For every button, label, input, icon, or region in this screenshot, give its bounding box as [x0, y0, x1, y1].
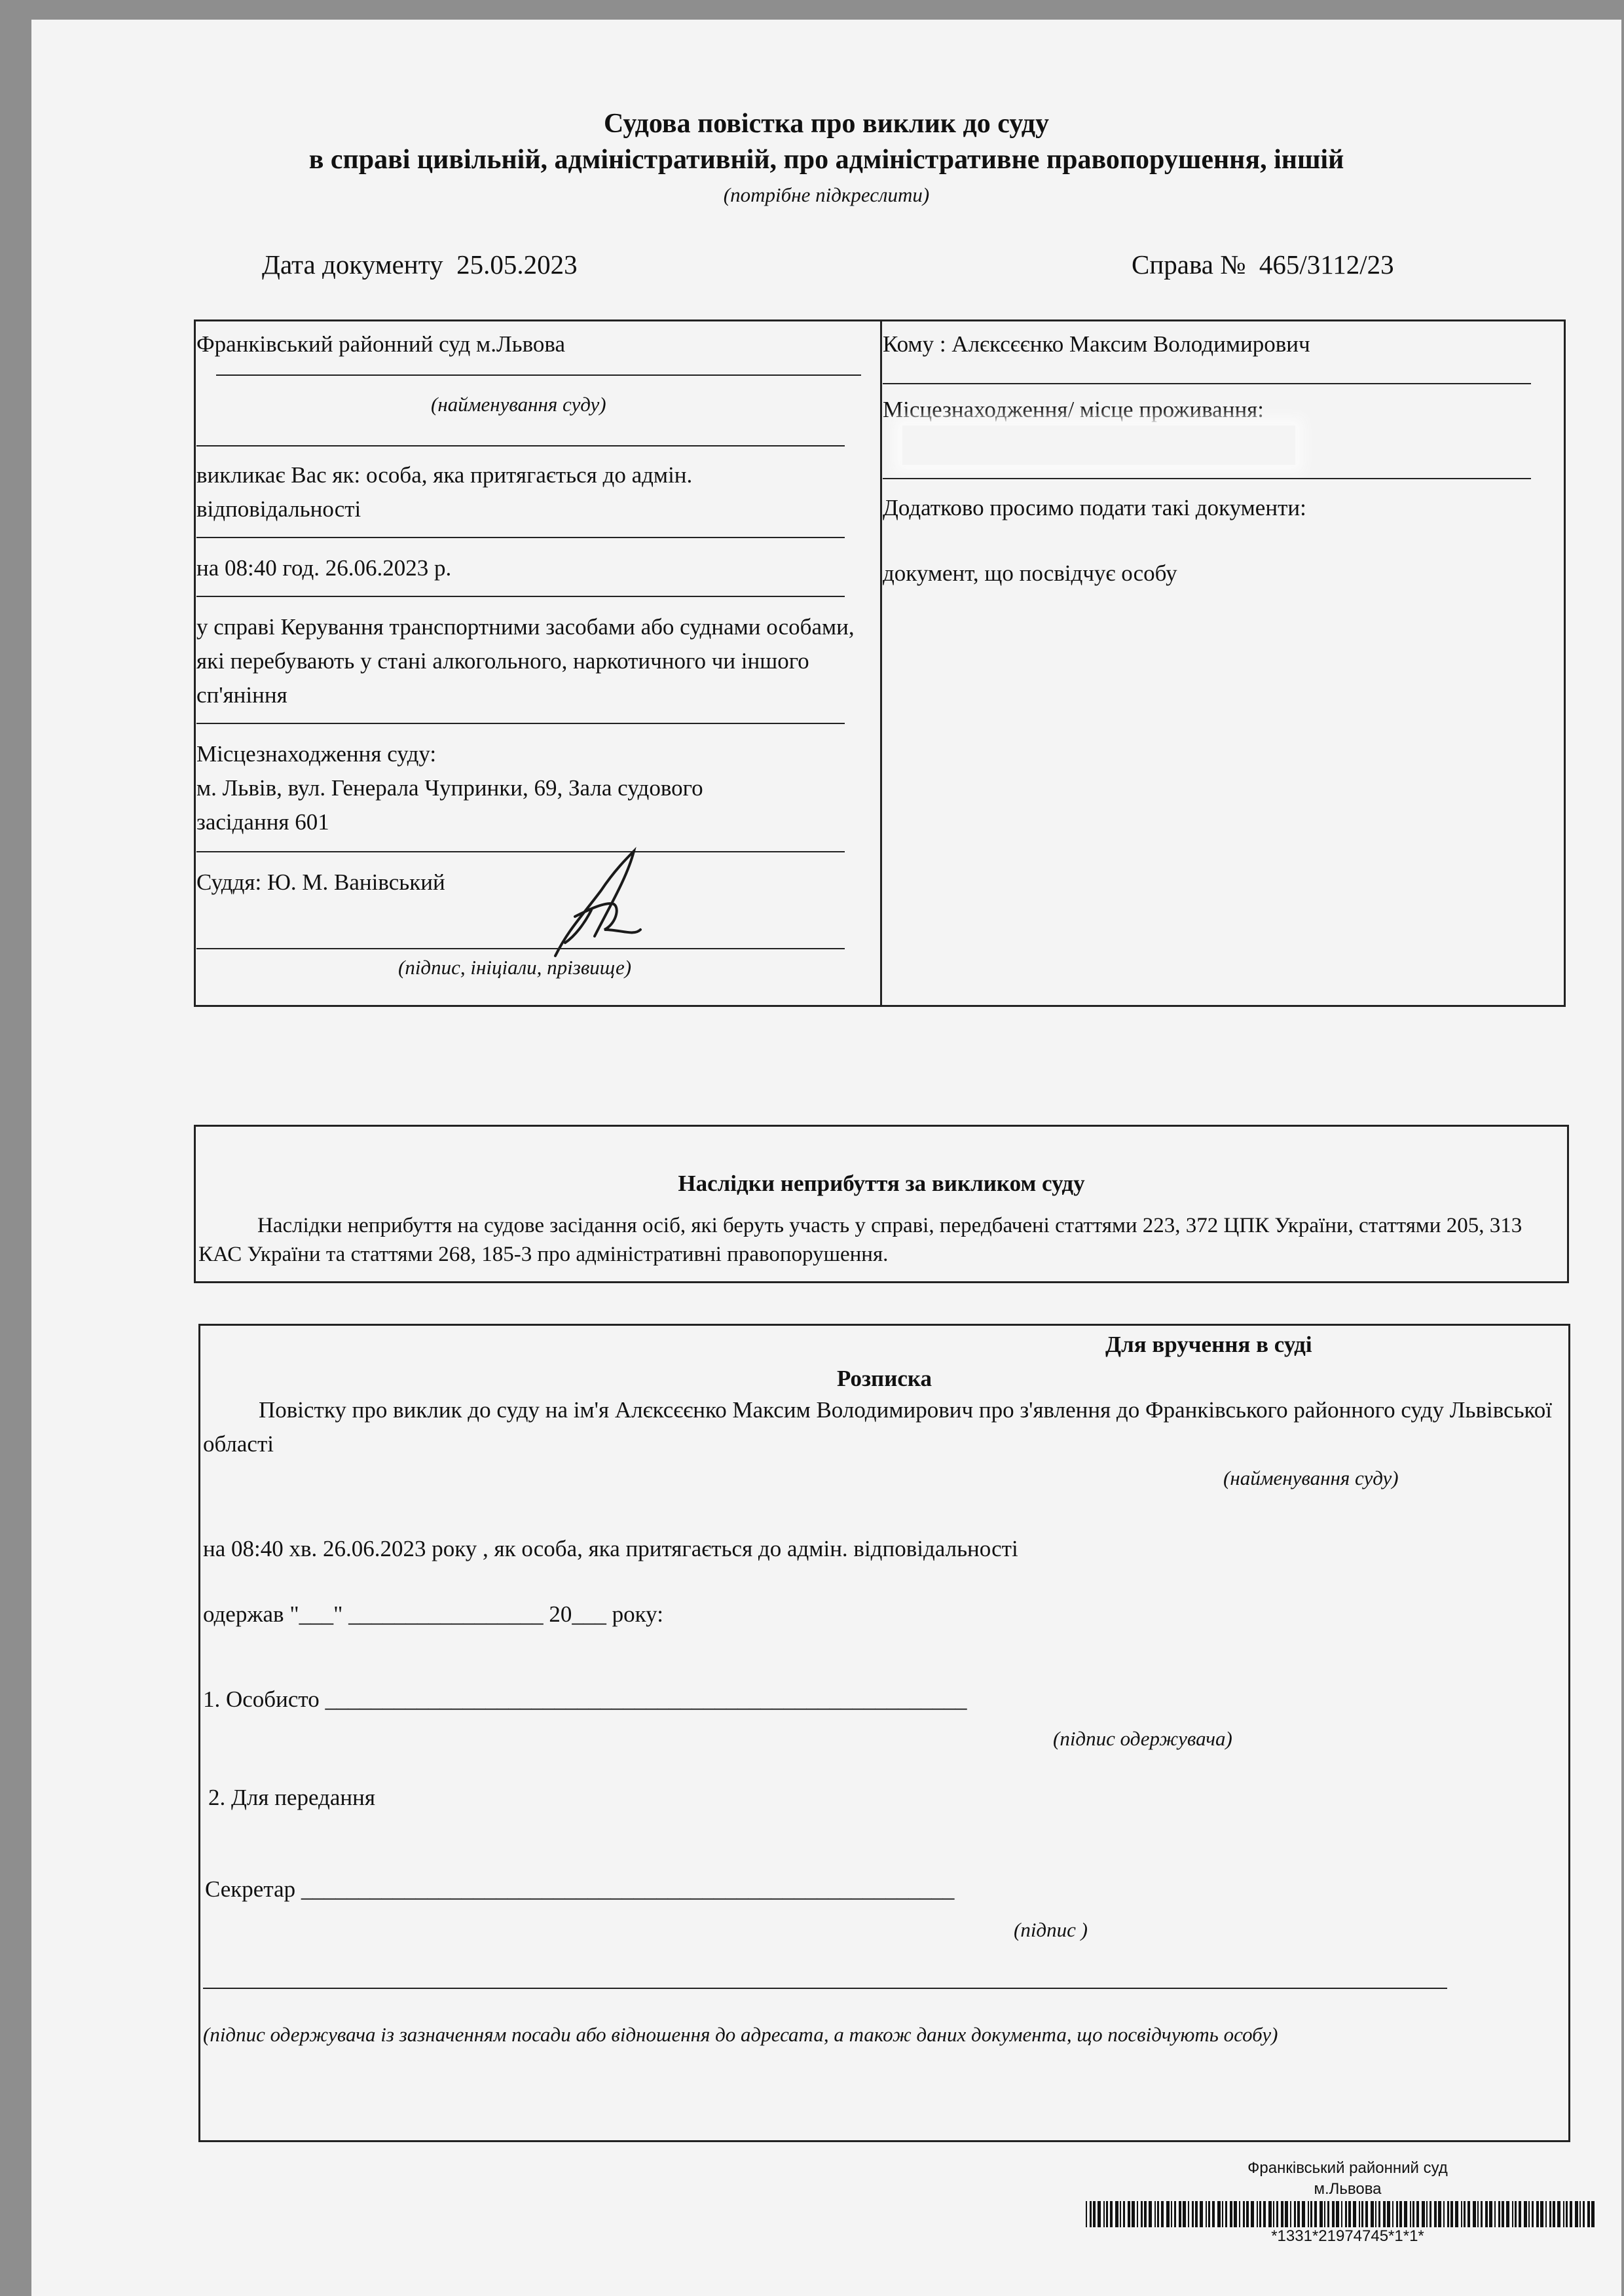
barcode-bar	[1120, 2201, 1121, 2227]
receipt-line-1: Повістку про виклик до суду на ім'я Алєксєєнко Максим Володимирович про з'явлення до Франківського районного суду Львівської області	[203, 1397, 1553, 1457]
barcode-bar	[1438, 2201, 1441, 2227]
barcode-bar	[1141, 2201, 1143, 2227]
barcode-bar	[1396, 2201, 1398, 2227]
secretary-line: Секретар _________________________________________________________	[205, 1876, 955, 1902]
barcode-bar	[1320, 2201, 1323, 2227]
court-location: м. Львів, вул. Генерала Чупринки, 69, Зала судового засідання 601	[196, 775, 703, 835]
document-title: Судова повістка про виклик до суду	[604, 109, 1049, 139]
divider-line	[196, 723, 845, 724]
judge-signature	[529, 838, 660, 969]
barcode-bar	[1103, 2201, 1105, 2227]
barcode-bar	[1239, 2201, 1240, 2227]
barcode-bar	[1412, 2201, 1414, 2227]
for-court-label: Для вручення в суді	[1105, 1332, 1312, 1357]
barcode-bar	[1467, 2201, 1470, 2227]
barcode-bar	[1387, 2201, 1390, 2227]
barcode-bar	[1251, 2201, 1254, 2227]
barcode-bar	[1410, 2201, 1411, 2227]
barcode-bar	[1447, 2201, 1449, 2227]
barcode-bar	[1498, 2201, 1500, 2227]
barcode-bar	[1276, 2201, 1278, 2227]
barcode-bar	[1365, 2201, 1368, 2227]
court-name: Франківський районний суд м.Львова	[196, 331, 566, 357]
underline-hint: (потрібне підкреслити)	[723, 183, 930, 206]
barcode-bar	[1464, 2201, 1466, 2227]
for-transfer: 2. Для передання	[208, 1785, 375, 1810]
barcode-bar	[1528, 2201, 1530, 2227]
barcode-bar	[1570, 2201, 1572, 2227]
barcode-bar	[1281, 2201, 1283, 2227]
court-name-hint: (найменування суду)	[431, 393, 606, 416]
barcode-bar	[1378, 2201, 1380, 2227]
barcode-bar	[1157, 2201, 1159, 2227]
barcode-bar	[1494, 2201, 1496, 2227]
secretary-signature-hint: (підпис )	[1014, 1918, 1088, 1941]
barcode-bar	[1149, 2201, 1152, 2227]
barcode-bar	[1195, 2201, 1198, 2227]
hearing-time: на 08:40 год. 26.06.2023 р.	[196, 555, 452, 581]
judge-name: Суддя: Ю. М. Ванівський	[196, 869, 445, 895]
recipient-signature-hint: (підпис одержувача)	[1053, 1727, 1232, 1750]
doc-date	[262, 249, 578, 280]
barcode-bar	[1225, 2201, 1227, 2227]
barcode-bar	[1310, 2201, 1312, 2227]
barcode-bar	[1183, 2201, 1186, 2227]
extra-docs-label: Додатково просимо подати такі документи:	[883, 495, 1306, 520]
barcode-bar	[1359, 2201, 1360, 2227]
barcode-bar	[1416, 2201, 1419, 2227]
barcode-bar	[1489, 2201, 1492, 2227]
barcode-bar	[1383, 2201, 1386, 2227]
scan-background	[0, 0, 31, 2296]
barcode-bar	[1144, 2201, 1147, 2227]
barcode-bar	[1314, 2201, 1317, 2227]
barcode-bar	[1481, 2201, 1483, 2227]
barcode-bar	[1259, 2201, 1261, 2227]
divider-line	[196, 537, 845, 538]
barcode-bar	[1549, 2201, 1551, 2227]
footer-court-line-1: Франківський районний суд	[1247, 2159, 1448, 2177]
barcode-bar	[1098, 2201, 1101, 2227]
barcode-bar	[1161, 2201, 1164, 2227]
barcode-bar	[1430, 2201, 1431, 2227]
barcode-bar	[1557, 2201, 1560, 2227]
recipient: Кому : Алєксєєнко Максим Володимирович	[883, 331, 1310, 357]
barcode-bar	[1234, 2201, 1237, 2227]
barcode-bar	[1132, 2201, 1135, 2227]
barcode-bar	[1217, 2201, 1221, 2227]
barcode-bar	[1263, 2201, 1266, 2227]
barcode-bar	[1128, 2201, 1130, 2227]
barcode-bar	[1327, 2201, 1329, 2227]
barcode-bar	[1532, 2201, 1534, 2227]
divider-line	[196, 948, 845, 949]
summons-page	[31, 20, 1621, 2296]
barcode-bar	[1341, 2201, 1342, 2227]
divider-line	[883, 383, 1531, 384]
barcode-bar	[1110, 2201, 1113, 2227]
case-matter: у справі Керування транспортними засобами або суднами особами, які перебувають у стані алкогольного, наркотичного чи іншого сп'яніння	[196, 614, 855, 708]
consequences-text: Наслідки неприбуття на судове засідання осіб, які беруть участь у справі, передбачені статтями 223, 372 ЦПК України, статтями 205, 313 КАС України та статтями 268, 185-3 про адміністративні правопорушення.	[198, 1214, 1522, 1266]
barcode-bar	[1332, 2201, 1335, 2227]
divider-line	[196, 596, 845, 597]
barcode-bar	[1137, 2201, 1138, 2227]
barcode-bar	[1188, 2201, 1189, 2227]
barcode-bar	[1512, 2201, 1513, 2227]
barcode-bar	[1563, 2201, 1564, 2227]
barcode-bar	[1473, 2201, 1476, 2227]
barcode-text: *1331*21974745*1*1*	[1271, 2227, 1424, 2245]
barcode-bar	[1297, 2201, 1300, 2227]
barcode-bar	[1404, 2201, 1407, 2227]
barcode-bar	[1579, 2201, 1581, 2227]
doc-date-label: Дата документу	[262, 249, 443, 280]
barcode-bar	[1583, 2201, 1585, 2227]
redacted-address	[902, 426, 1295, 465]
barcode-bar	[1519, 2201, 1521, 2227]
barcode-bar	[1524, 2201, 1527, 2227]
barcode-bar	[1553, 2201, 1555, 2227]
barcode-bar	[1348, 2201, 1351, 2227]
barcode-bar	[1123, 2201, 1125, 2227]
barcode-bar	[1222, 2201, 1223, 2227]
barcode-bar	[1093, 2201, 1096, 2227]
barcode-bar	[1154, 2201, 1156, 2227]
barcode-bar	[1375, 2201, 1376, 2227]
barcode-bar	[1455, 2201, 1458, 2227]
recipient-signature-line	[203, 1988, 1447, 1989]
barcode-bar	[1515, 2201, 1517, 2227]
barcode-bar	[1206, 2201, 1207, 2227]
barcode-bar	[1290, 2201, 1291, 2227]
barcode-bar	[1434, 2201, 1437, 2227]
court-name-line	[216, 374, 861, 376]
residence-label: Місцезнаходження/ місце проживання:	[883, 397, 1264, 422]
barcode-bar	[1208, 2201, 1210, 2227]
barcode-bar	[1086, 2201, 1087, 2227]
signature-hint: (підпис, ініціали, прізвище)	[398, 956, 632, 979]
extra-docs: документ, що посвідчує особу	[883, 560, 1177, 586]
barcode-bar	[1566, 2201, 1568, 2227]
barcode-bar	[1200, 2201, 1203, 2227]
barcode-bar	[1090, 2201, 1092, 2227]
barcode-bar	[1450, 2201, 1453, 2227]
barcode-bar	[1166, 2201, 1170, 2227]
barcode-bar	[1422, 2201, 1425, 2227]
barcode-bar	[1502, 2201, 1504, 2227]
barcode-bar	[1294, 2201, 1296, 2227]
barcode-bar	[1324, 2201, 1325, 2227]
barcode-bar	[1485, 2201, 1488, 2227]
court-location-label: Місцезнаходження суду:	[196, 741, 437, 767]
case-number-value: 465/3112/23	[1259, 249, 1394, 280]
barcode	[1086, 2201, 1596, 2227]
barcode-bar	[1257, 2201, 1258, 2227]
receipt-time: на 08:40 хв. 26.06.2023 року , як особа, яка притягається до адмін. відповідальності	[203, 1536, 1018, 1561]
barcode-bar	[1336, 2201, 1339, 2227]
case-number	[1132, 249, 1394, 280]
barcode-bar	[1461, 2201, 1462, 2227]
barcode-bar	[1536, 2201, 1539, 2227]
barcode-bar	[1273, 2201, 1274, 2227]
barcode-bar	[1345, 2201, 1347, 2227]
barcode-bar	[1212, 2201, 1215, 2227]
receipt-title: Розписка	[836, 1366, 932, 1391]
table-divider	[880, 319, 882, 1007]
recipient-details-hint: (підпис одержувача із зазначенням посади або відношення до адресата, а також даних документа, що посвідчують особу)	[203, 2023, 1278, 2046]
barcode-bar	[1230, 2201, 1232, 2227]
barcode-bar	[1353, 2201, 1356, 2227]
received-line: одержав "___" _________________ 20___ року:	[203, 1601, 663, 1627]
divider-line	[196, 445, 845, 446]
consequences-title: Наслідки неприбуття за викликом суду	[678, 1171, 1085, 1196]
barcode-bar	[1361, 2201, 1363, 2227]
barcode-bar	[1443, 2201, 1445, 2227]
barcode-bar	[1392, 2201, 1393, 2227]
court-hint: (найменування суду)	[1223, 1467, 1399, 1489]
barcode-bar	[1179, 2201, 1181, 2227]
barcode-bar	[1587, 2201, 1590, 2227]
barcode-bar	[1171, 2201, 1172, 2227]
divider-line	[883, 478, 1531, 479]
barcode-bar	[1426, 2201, 1428, 2227]
summons-as: викликає Вас як: особа, яка притягається до адмін. відповідальності	[196, 462, 693, 522]
barcode-bar	[1506, 2201, 1509, 2227]
document-subtitle: в справі цивільній, адміністративній, про адміністративне правопорушення, іншій	[308, 145, 1344, 175]
case-label: Справа №	[1132, 249, 1246, 280]
barcode-bar	[1243, 2201, 1245, 2227]
barcode-bar	[1115, 2201, 1118, 2227]
barcode-bar	[1545, 2201, 1547, 2227]
barcode-bar	[1285, 2201, 1288, 2227]
barcode-bar	[1591, 2201, 1595, 2227]
barcode-bar	[1575, 2201, 1578, 2227]
barcode-bar	[1477, 2201, 1479, 2227]
barcode-bar	[1540, 2201, 1543, 2227]
barcode-bar	[1399, 2201, 1402, 2227]
barcode-bar	[1192, 2201, 1194, 2227]
barcode-bar	[1106, 2201, 1108, 2227]
barcode-bar	[1302, 2201, 1305, 2227]
divider-line	[196, 851, 845, 852]
barcode-bar	[1371, 2201, 1374, 2227]
barcode-bar	[1246, 2201, 1249, 2227]
barcode-bar	[1268, 2201, 1272, 2227]
doc-date-value: 25.05.2023	[456, 249, 578, 280]
personally-line: 1. Особисто ________________________________________________________	[203, 1686, 967, 1712]
footer-court-line-2: м.Львова	[1314, 2180, 1382, 2198]
barcode-bar	[1308, 2201, 1309, 2227]
barcode-bar	[1174, 2201, 1176, 2227]
